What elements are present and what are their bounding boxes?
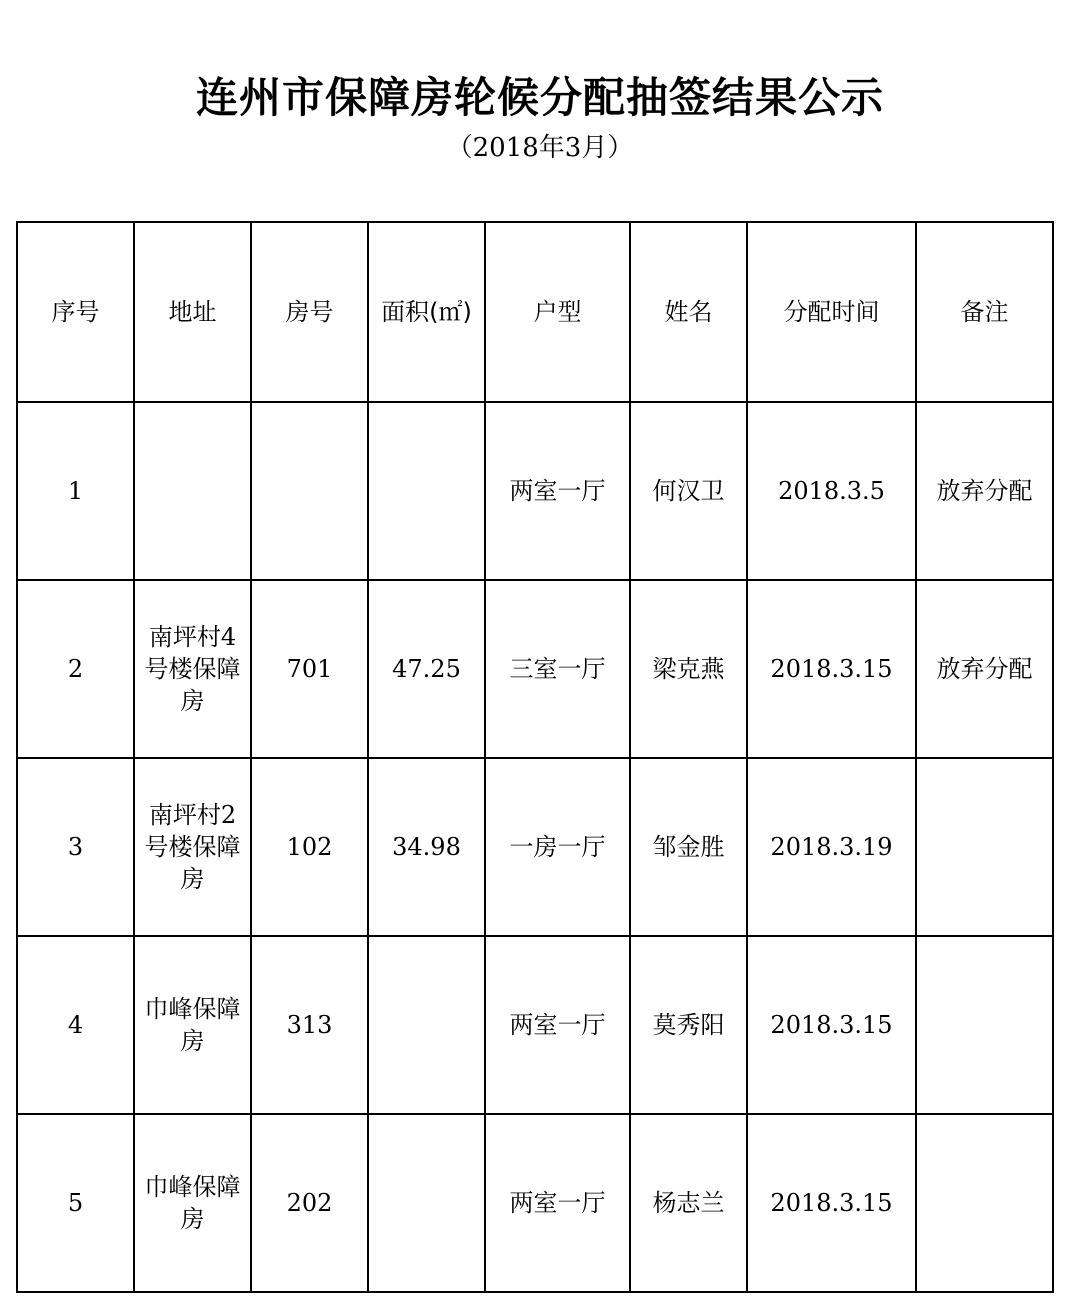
header-note: 备注	[916, 222, 1053, 402]
cell-area	[368, 936, 485, 1114]
cell-room: 102	[251, 758, 368, 936]
allocation-table	[16, 221, 1054, 1293]
table-header-row	[17, 222, 1053, 402]
cell-name: 莫秀阳	[630, 936, 747, 1114]
document-title: 连州市保障房轮候分配抽签结果公示	[195, 73, 884, 122]
cell-date: 2018.3.5	[747, 402, 916, 580]
cell-date: 2018.3.19	[747, 758, 916, 936]
header-address: 地址	[134, 222, 251, 402]
header-no: 序号	[17, 222, 134, 402]
cell-name: 邹金胜	[630, 758, 747, 936]
cell-layout: 两室一厅	[485, 402, 630, 580]
cell-address: 南坪村4号楼保障房	[134, 580, 251, 758]
header-name: 姓名	[630, 222, 747, 402]
cell-room: 701	[251, 580, 368, 758]
cell-area: 34.98	[368, 758, 485, 936]
cell-note	[916, 936, 1053, 1114]
table-row	[17, 936, 1053, 1114]
cell-note: 放弃分配	[916, 580, 1053, 758]
cell-name: 何汉卫	[630, 402, 747, 580]
cell-name: 杨志兰	[630, 1114, 747, 1292]
header-layout: 户型	[485, 222, 630, 402]
header-room: 房号	[251, 222, 368, 402]
cell-note	[916, 1114, 1053, 1292]
document-subtitle: （2018年3月）	[446, 133, 634, 163]
cell-no: 1	[17, 402, 134, 580]
cell-address: 巾峰保障房	[134, 936, 251, 1114]
table-row	[17, 1114, 1053, 1292]
cell-layout: 一房一厅	[485, 758, 630, 936]
cell-area: 47.25	[368, 580, 485, 758]
cell-date: 2018.3.15	[747, 1114, 916, 1292]
cell-address	[134, 402, 251, 580]
table-row	[17, 580, 1053, 758]
table-row	[17, 402, 1053, 580]
cell-address: 南坪村2号楼保障房	[134, 758, 251, 936]
cell-address: 巾峰保障房	[134, 1114, 251, 1292]
cell-layout: 三室一厅	[485, 580, 630, 758]
cell-no: 3	[17, 758, 134, 936]
cell-no: 4	[17, 936, 134, 1114]
cell-room: 313	[251, 936, 368, 1114]
cell-no: 2	[17, 580, 134, 758]
cell-date: 2018.3.15	[747, 936, 916, 1114]
cell-date: 2018.3.15	[747, 580, 916, 758]
cell-layout: 两室一厅	[485, 1114, 630, 1292]
cell-room	[251, 402, 368, 580]
cell-no: 5	[17, 1114, 134, 1292]
header-date: 分配时间	[747, 222, 916, 402]
cell-note: 放弃分配	[916, 402, 1053, 580]
table-row	[17, 758, 1053, 936]
header-area: 面积(㎡)	[368, 222, 485, 402]
cell-area	[368, 1114, 485, 1292]
cell-room: 202	[251, 1114, 368, 1292]
cell-area	[368, 402, 485, 580]
cell-name: 梁克燕	[630, 580, 747, 758]
cell-layout: 两室一厅	[485, 936, 630, 1114]
cell-note	[916, 758, 1053, 936]
